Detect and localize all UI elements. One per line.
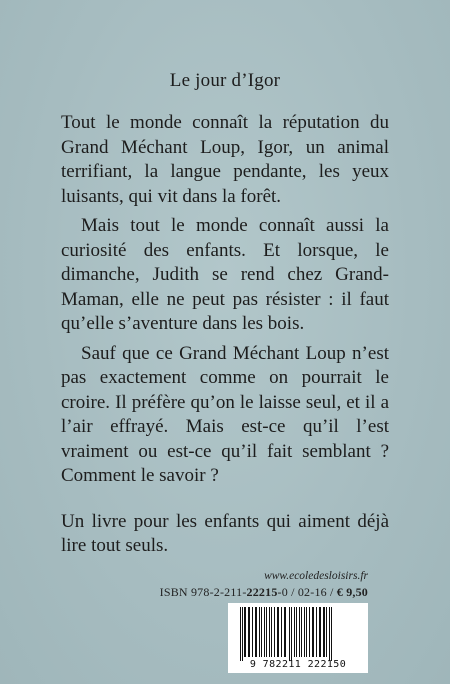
barcode-bar [252,607,253,657]
barcode-bar [269,607,270,657]
barcode-bars [228,603,368,663]
barcode-bar [284,607,286,657]
tagline: Un livre pour les enfants qui aiment déjà lire tout seuls. [61,510,389,556]
barcode-bar [255,607,257,657]
barcode-bar [242,607,243,661]
barcode-bar [299,607,300,657]
barcode-bar [309,607,310,657]
barcode-bar [294,607,295,657]
barcode-bar [331,607,332,661]
isbn-middle: -0 / 02-16 / [277,585,337,599]
barcode-bar [316,607,317,657]
barcode-bar [289,607,290,661]
barcode-bar [323,607,325,657]
isbn-prefix: ISBN 978-2-211- [159,585,247,599]
barcode-bar [312,607,314,657]
barcode-bar [259,607,260,657]
barcode-bar [266,607,267,657]
page-title: Le jour d’Igor [169,70,281,91]
paragraph-3: Sauf que ce Grand Méchant Loup n’est pas exactement comme on pourrait le croire. Il préfère qu’on le laisse seul, et il a l’air effrayé. Mais est-ce qu’il l’est vraiment ou est-ce qu’il fait semblant ? Comment le savoir ? [61,342,389,486]
barcode-bar [240,607,241,661]
barcode-bar [277,607,279,657]
barcode-bar [304,607,305,657]
barcode-bar [296,607,297,657]
barcode-bar [274,607,275,657]
barcode-bar [319,607,321,657]
barcode-bar [281,607,282,657]
barcode-bar [306,607,307,657]
barcode-bar [326,607,327,657]
barcode-number: 9 782211 222150 [249,659,347,670]
barcode-bar [264,607,265,657]
barcode-bar [329,607,330,661]
barcode-bar [301,607,302,657]
back-cover-text [61,111,389,564]
paragraph-2: Mais tout le monde connaît aussi la curiosité des enfants. Et lorsque, le dimanche, Judith se rend chez Grand-Maman, elle ne peut pas résister : il faut qu’elle s’aventure dans les bois. [61,215,389,334]
isbn-line [160,585,368,600]
publisher-url: www.ecoledesloisirs.fr [264,570,368,582]
barcode-bar [261,607,262,657]
barcode [228,603,368,673]
paragraph-1: Tout le monde connaît la réputation du Grand Méchant Loup, Igor, un animal terrifiant, la langue pendante, les yeux luisants, qui vit dans la forêt. [61,112,389,207]
barcode-bar [271,607,272,657]
barcode-bar [244,607,246,657]
barcode-bar [248,607,250,657]
isbn-bold: 22215 [246,585,278,599]
isbn-price: € 9,50 [336,585,368,599]
barcode-bar [291,607,292,661]
